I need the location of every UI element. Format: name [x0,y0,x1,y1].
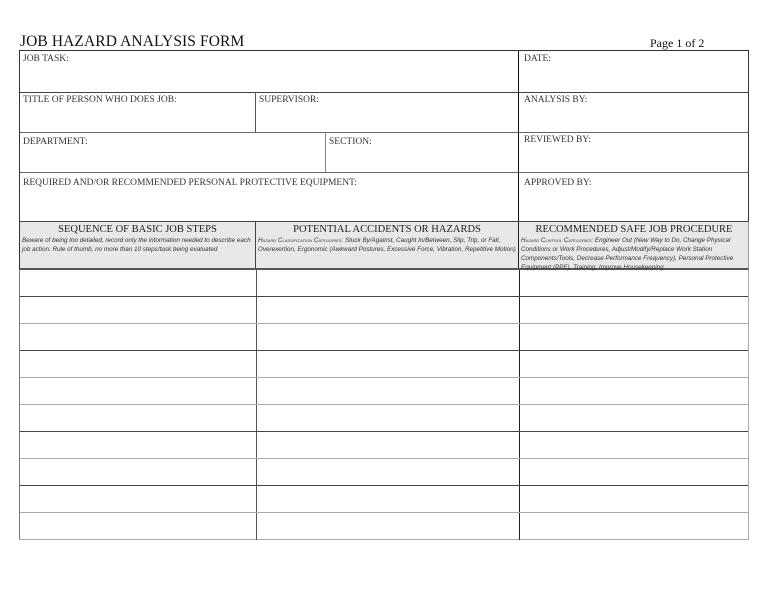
procedure-cell[interactable] [519,378,749,404]
step-cell[interactable] [20,486,257,512]
hazard-cell[interactable] [256,432,520,458]
hazard-cell[interactable] [256,459,520,485]
job-task-label: JOB TASK: [23,54,69,64]
procedure-cell[interactable] [519,270,749,296]
step-cell[interactable] [20,297,257,323]
title-of-person-field[interactable] [20,92,256,132]
hazard-cell[interactable] [256,513,520,540]
title-of-person-label: TITLE OF PERSON WHO DOES JOB: [23,95,177,105]
table-header [19,221,749,270]
column-header-job-steps [20,222,256,268]
department-label: DEPARTMENT: [23,137,88,147]
analysis-by-label: ANALYSIS BY: [524,95,588,105]
job-steps-table [19,270,749,540]
step-cell[interactable] [20,378,257,404]
table-row [20,432,748,459]
department-field[interactable] [20,132,326,172]
step-cell[interactable] [20,432,257,458]
table-row [20,297,748,324]
table-row [20,405,748,432]
approved-by-field[interactable] [519,172,749,222]
divider [518,51,519,222]
hazard-cell[interactable] [256,351,520,377]
date-label: DATE: [524,54,551,64]
reviewed-by-label: REVIEWED BY: [524,135,591,145]
column-title: SEQUENCE OF BASIC JOB STEPS [58,224,217,235]
table-row [20,378,748,405]
column-title: POTENTIAL ACCIDENTS OR HAZARDS [293,224,481,235]
supervisor-field[interactable] [256,92,519,132]
procedure-cell[interactable] [519,486,749,512]
table-row [20,351,748,378]
procedure-cell[interactable] [519,432,749,458]
reviewed-by-field[interactable] [519,132,749,172]
column-header-hazards [256,222,519,268]
procedure-cell[interactable] [519,405,749,431]
approved-by-label: APPROVED BY: [524,178,592,188]
procedure-cell[interactable] [519,297,749,323]
hazard-cell[interactable] [256,297,520,323]
procedure-cell[interactable] [519,513,749,540]
procedure-cell[interactable] [519,324,749,350]
table-row [20,270,748,297]
column-description: Beware of being too detailed, record only the information needed to describe each job action. Rule of thumb, no more than 10 steps/task being evaluated [22,237,251,253]
step-cell[interactable] [20,270,257,296]
table-row [20,324,748,351]
procedure-cell[interactable] [519,459,749,485]
page-indicator: Page 1 of 2 [650,36,705,50]
step-cell[interactable] [20,513,257,540]
form-header-section [19,50,749,221]
section-label: SECTION: [329,137,372,147]
column-title: RECOMMENDED SAFE JOB PROCEDURE [535,224,733,235]
hazard-cell[interactable] [256,378,520,404]
step-cell[interactable] [20,459,257,485]
step-cell[interactable] [20,324,257,350]
hazard-cell[interactable] [256,324,520,350]
divider [325,132,326,172]
divider [20,92,749,93]
supervisor-label: SUPERVISOR: [259,95,319,105]
table-row [20,459,748,486]
step-cell[interactable] [20,351,257,377]
analysis-by-field[interactable] [519,92,749,132]
table-row [20,513,748,540]
divider [20,132,749,133]
date-field[interactable] [519,51,749,92]
table-row [20,486,748,513]
hazard-cell[interactable] [256,405,520,431]
column-description: Hazard Classification Categories: Stuck By/Against, Caught In/Between, Slip, Trip, or Fall, Overexertion, Ergonomic (Awkward Postures, Excessive Force, Vibration, Repetitive Motion) [258,237,516,253]
section-field[interactable] [326,132,519,172]
hazard-cell[interactable] [256,270,520,296]
column-description: Hazard Control Categories: Engineer Out (New Way to Do, Change Physical Conditions or Work Procedures, Adjust/Modify/Replace Work Station Components/Tools, Decrease Performance Frequency), Personal Protective Equipment (PPE), Training, Improve Housekeeping [521,237,734,271]
divider [255,92,256,132]
procedure-cell[interactable] [519,351,749,377]
ppe-field[interactable] [20,172,519,222]
ppe-label: REQUIRED AND/OR RECOMMENDED PERSONAL PROTECTIVE EQUIPMENT: [23,178,358,188]
job-task-field[interactable] [20,51,519,92]
column-header-safe-procedure [519,222,749,271]
page-title: JOB HAZARD ANALYSIS FORM [20,33,245,50]
hazard-cell[interactable] [256,486,520,512]
step-cell[interactable] [20,405,257,431]
divider [20,172,749,173]
